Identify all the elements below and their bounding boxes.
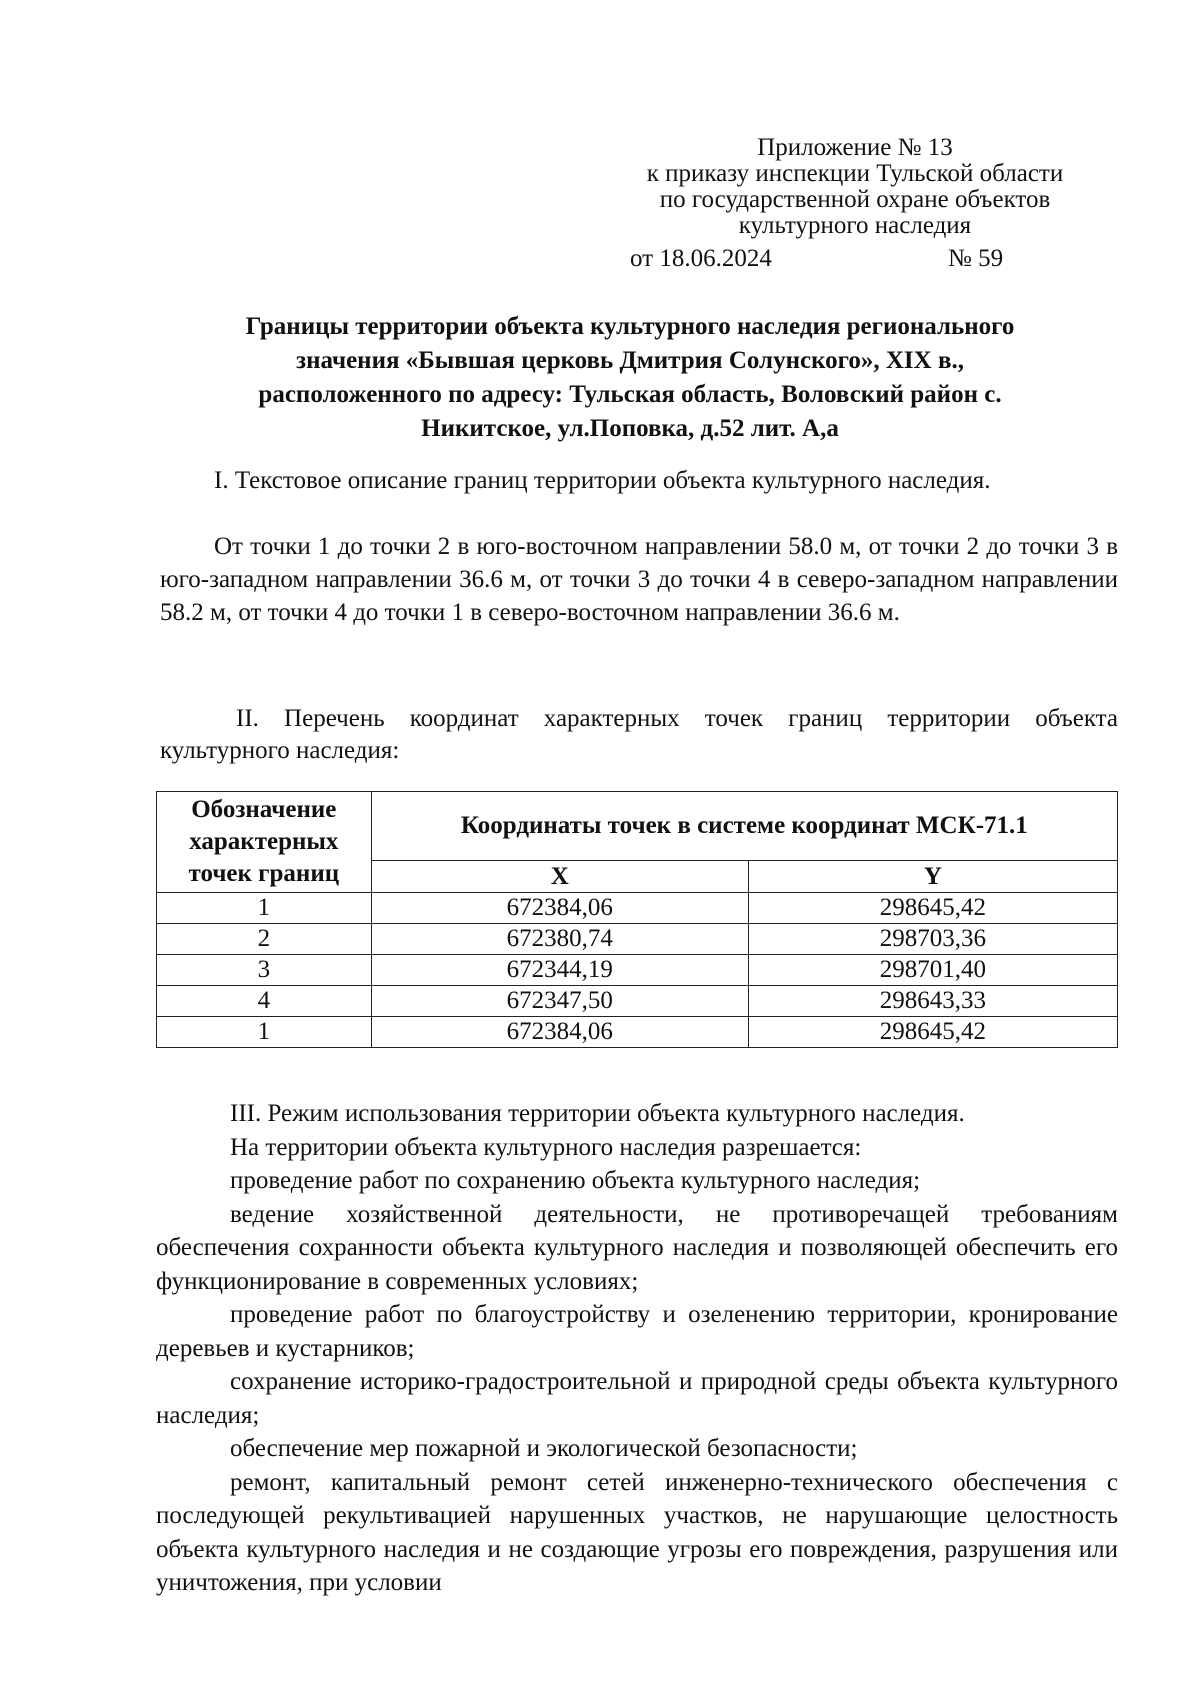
point-cell: 2 [157,924,372,955]
coordinates-table [156,791,1118,1048]
header-points: Обозначение характерных точек границ [157,792,372,893]
table-row [157,1017,1118,1048]
appendix-line: по государственной охране объектов [659,186,1051,213]
y-cell: 298643,33 [748,986,1117,1017]
x-cell: 672384,06 [371,893,748,924]
y-cell: 298701,40 [748,955,1117,986]
x-cell: 672347,50 [371,986,748,1017]
y-cell: 298645,42 [748,1017,1117,1048]
point-cell: 1 [157,893,372,924]
point-cell: 4 [157,986,372,1017]
header-x: X [371,861,748,893]
order-line [630,246,1040,272]
list-item: проведение работ по благоустройству и озеленению территории, кронирование деревьев и кустарников; [156,1301,1118,1362]
point-cell: 3 [157,955,372,986]
list-item: обеспечение мер пожарной и экологической безопасности; [230,1435,858,1462]
x-cell: 672344,19 [371,955,748,986]
y-cell: 298703,36 [748,924,1117,955]
section2-heading: II. Перечень координат характерных точек границ территории объекта культурного наследия: [160,705,1118,764]
section3-heading: III. Режим использования территории объекта культурного наследия. [230,1100,965,1127]
point-cell: 1 [157,1017,372,1048]
order-date: от 18.06.2024 [630,245,772,272]
section3-intro: На территории объекта культурного наследия разрешается: [230,1133,862,1161]
x-cell: 672380,74 [371,924,748,955]
header-coords: Координаты точек в системе координат МСК-71.1 [371,792,1117,861]
list-item: проведение работ по сохранению объекта культурного наследия; [230,1167,921,1194]
section1-text: От точки 1 до точки 2 в юго-восточном направлении 58.0 м, от точки 2 до точки 3 в юго-западном направлении 36.6 м, от точки 3 до точки 4 в северо-западном направлении 58.2 м, от точки 4 до точки 1 в северо-восточном направлении 36.6 м. [160,533,1118,626]
appendix-block [600,135,1110,239]
order-number: № 59 [948,245,1004,272]
title-line: Границы территории объекта культурного наследия регионального [245,313,1015,340]
y-cell: 298645,42 [748,893,1117,924]
title-line: расположенного по адресу: Тульская область, Воловский район с. [258,381,1002,408]
table-row [157,986,1118,1017]
table-row [157,924,1118,955]
table-row [157,893,1118,924]
list-item: ремонт, капитальный ремонт сетей инженерно-технического обеспечения с последующей рекультивацией нарушенных участков, не нарушающие целостность объекта культурного наследия и не создающие угрозы его повреждения, разрушения или уничтожения, при условии [156,1468,1118,1596]
header-y: Y [748,861,1117,893]
appendix-line: культурного наследия [738,212,972,239]
appendix-line: к приказу инспекции Тульской области [646,160,1064,187]
list-item: ведение хозяйственной деятельности, не противоречащей требованиям обеспечения сохранности объекта культурного наследия и позволяющей обеспечить его функционирование в современных условиях; [156,1200,1118,1295]
document-title [170,310,1090,446]
table-row [157,955,1118,986]
title-line: значения «Бывшая церковь Дмитрия Солунского», XIX в., [296,347,964,374]
section3 [156,1097,1118,1600]
x-cell: 672384,06 [371,1017,748,1048]
section1-heading: I. Текстовое описание границ территории объекта культурного наследия. [214,467,991,494]
list-item: сохранение историко-градостроительной и природной среды объекта культурного наследия; [156,1368,1118,1429]
table-header-row [157,792,1118,861]
title-line: Никитское, ул.Поповка, д.52 лит. А,а [421,415,839,442]
appendix-line: Приложение № 13 [757,134,953,161]
